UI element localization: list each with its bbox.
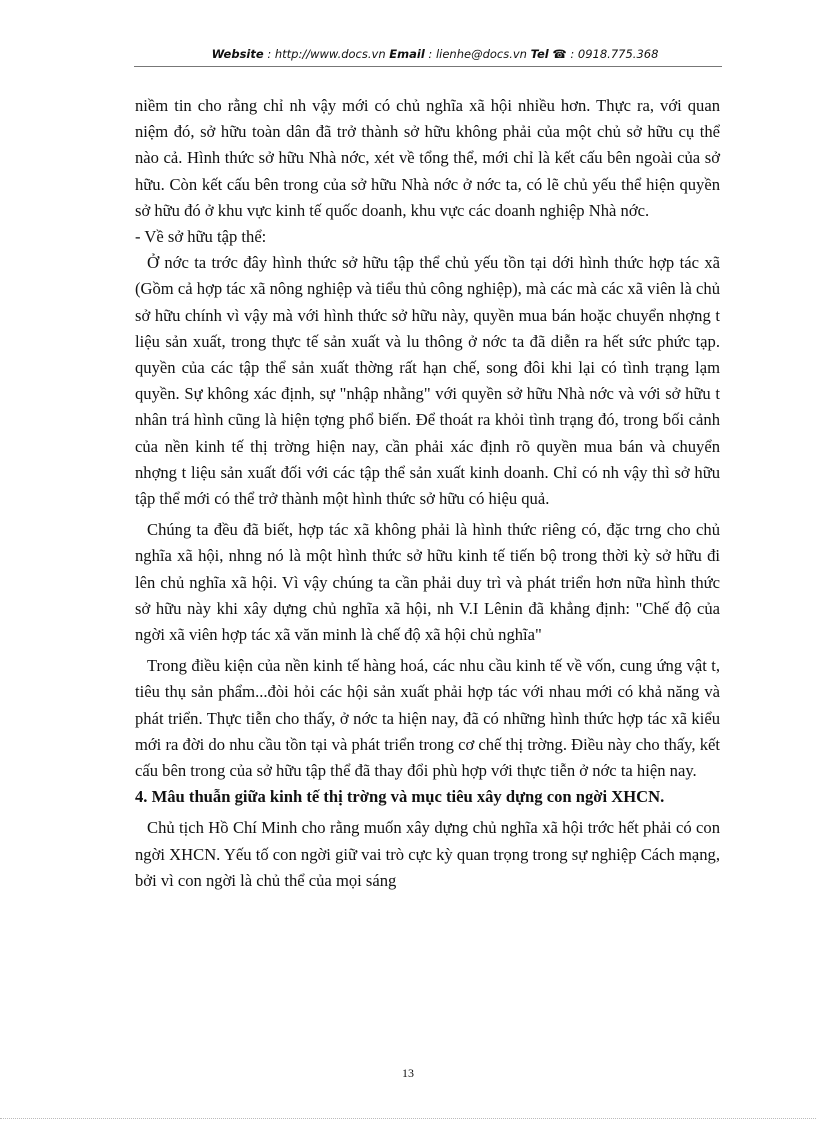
paragraph-cooperatives: Chúng ta đều đã biết, hợp tác xã không phải là hình thức riêng có, đặc trng cho chủ nghĩa xã hội, nhng nó là một hình thức sở hữu kinh tế tiến bộ trong thời kỳ sở hữu đi lên chủ nghĩa xã hội. Vì vậy chúng ta cần phải duy trì và phát triển hơn nữa hình thức sở hữu này khi xây dựng chủ nghĩa xã hội, nh V.I Lênin đã khẳng định: "Chế độ của ngời xã viên hợp tác xã văn minh là chế độ xã hội chủ nghĩa" xyxy=(135,520,720,645)
document-body xyxy=(135,93,720,894)
email-value: : lienhe@docs.vn xyxy=(428,47,527,61)
phone-icon: ☎ xyxy=(552,47,567,61)
header-rule xyxy=(134,66,722,67)
paragraph-ho-chi-minh: Chủ tịch Hồ Chí Minh cho rằng muốn xây dựng chủ nghĩa xã hội trớc hết phải có con ngời XHCN. Yếu tố con ngời giữ vai trò cực kỳ quan trọng trong sự nghiệp Cách mạng, bởi vì con ngời là chủ thể của mọi sáng xyxy=(135,818,720,890)
paragraph-market-conditions: Trong điều kiện của nền kinh tế hàng hoá, các nhu cầu kinh tế về vốn, cung ứng vật t, tiêu thụ sản phẩm...đòi hỏi các hội sản xuất phải hợp tác với nhau mới có khả năng và phát triển. Thực tiễn cho thấy, ở nớc ta hiện nay, đã có những hình thức hợp tác xã kiểu mới ra đời do nhu cầu tồn tại và phát triển trong cơ chế thị trờng. Điều này cho thấy, kết cấu bên trong của sở hữu tập thể đã thay đổi phù hợp với thực tiễn ở nớc ta hiện nay. xyxy=(135,656,720,781)
page-header xyxy=(150,47,720,61)
website-value: : http://www.docs.vn xyxy=(267,47,386,61)
section-heading: 4. Mâu thuẫn giữa kinh tế thị trờng và mục tiêu xây dựng con ngời XHCN. xyxy=(135,787,665,807)
tel-label: Tel xyxy=(530,47,549,61)
collective-ownership-subheading: - Về sở hữu tập thể: xyxy=(135,227,267,247)
bottom-rule xyxy=(0,1118,816,1119)
paragraph-collective-ownership: Ở nớc ta trớc đây hình thức sở hữu tập thể chủ yếu tồn tại dới hình thức hợp tác xã (Gồm cả hợp tác xã nông nghiệp và tiểu thủ công nghiệp), mà các mà các xã viên là chủ sở hữu chính vì vậy mà với hình thức sở hữu này, quyền mua bán hoặc chuyển nhợng t liệu sản xuất, trong thực tế sản xuất và lu thông ở nớc ta đã diễn ra hết sức phức tạp. quyền của các tập thể sản xuất thờng rất hạn chế, song đôi khi lại có tình trạng lạm quyền. Sự không xác định, sự "nhập nhằng" với quyền sở hữu Nhà nớc và với sở hữu t nhân trá hình cũng là hiện tợng phổ biến. Để thoát ra khỏi tình trạng đó, trong bối cảnh của nền kinh tế thị trờng hiện nay, cần phải xác định rõ quyền mua bán và chuyển nhợng t liệu sản xuất đối với các tập thể sản xuất kinh doanh. Chỉ có nh vậy thì sở hữu tập thể mới có thể trở thành một hình thức sở hữu có hiệu quả. xyxy=(135,253,720,509)
website-label: Website xyxy=(211,47,264,61)
email-label: Email xyxy=(389,47,425,61)
tel-value: : 0918.775.368 xyxy=(570,47,659,61)
paragraph-ownership-public: niềm tin cho rằng chỉ nh vậy mới có chủ nghĩa xã hội nhiều hơn. Thực ra, với quan niệm đó, sở hữu toàn dân đã trở thành sở hữu không phải của một chủ sở hữu cụ thể nào cả. Hình thức sở hữu Nhà nớc, xét về tổng thể, mới chỉ là kết cấu bên ngoài của sở hữu. Còn kết cấu bên trong của sở hữu Nhà nớc ở nớc ta, có lẽ chủ yếu thể hiện quyền sở hữu đó ở khu vực kinh tế quốc doanh, khu vực các doanh nghiệp Nhà nớc. xyxy=(135,96,720,220)
page-number: 13 xyxy=(402,1066,414,1080)
